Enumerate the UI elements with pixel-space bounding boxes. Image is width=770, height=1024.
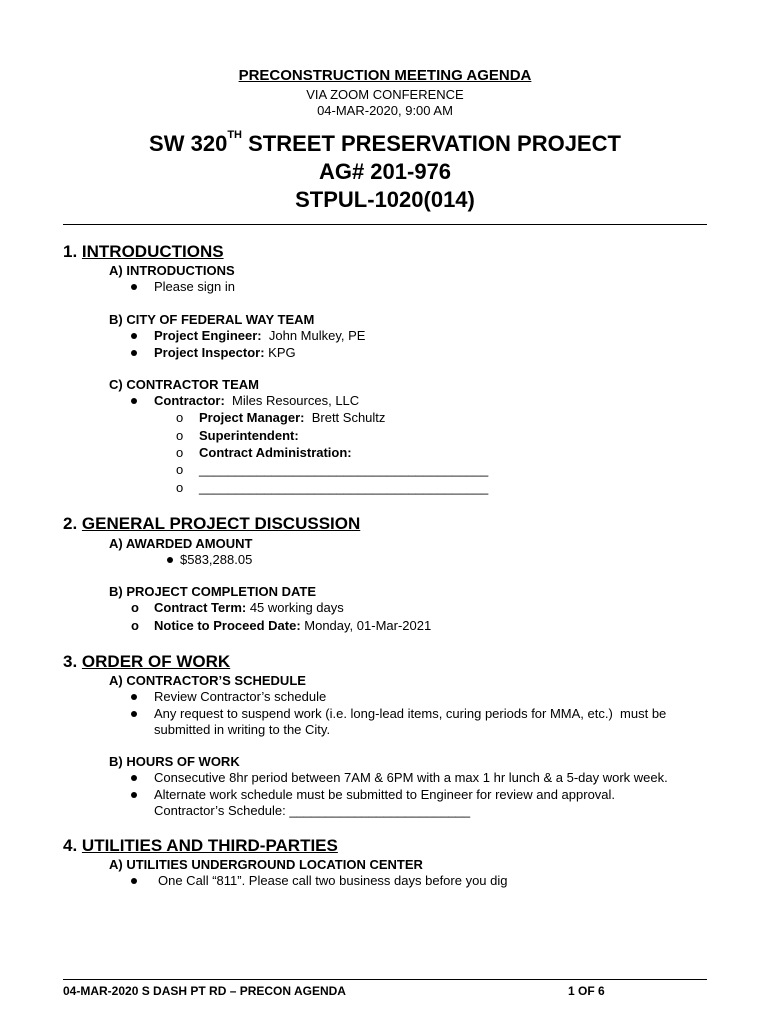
- list-item: Please sign in: [154, 279, 235, 294]
- bullet-icon: [131, 284, 137, 290]
- meeting-venue: VIA ZOOM CONFERENCE: [306, 87, 464, 102]
- list-item: [154, 600, 344, 615]
- field-label: Contract Administration:: [199, 445, 352, 460]
- sub-bullet-marker: o: [131, 618, 139, 633]
- project-agreement-number: AG# 201-976: [318, 159, 452, 184]
- bullet-icon: [131, 350, 137, 356]
- list-item: [154, 328, 365, 343]
- list-item: Any request to suspend work (i.e. long-lead items, curing periods for MMA, etc.) must be: [154, 706, 667, 721]
- field-label: Project Engineer:: [154, 328, 262, 343]
- sub-bullet-marker: o: [176, 462, 184, 477]
- section-1b-title: B) CITY OF FEDERAL WAY TEAM: [109, 312, 315, 327]
- field-label: Project Inspector:: [154, 345, 265, 360]
- field-label: Notice to Proceed Date:: [154, 618, 301, 633]
- footer-document-label: 04-MAR-2020 S DASH PT RD – PRECON AGENDA: [63, 984, 346, 998]
- list-item: Review Contractor’s schedule: [154, 689, 327, 704]
- contractor-schedule-line: Contractor’s Schedule: _________________________: [154, 803, 471, 818]
- blank-line: ________________________________________: [199, 480, 489, 495]
- footer-page-number: 1 OF 6: [568, 984, 605, 998]
- field-value: Miles Resources, LLC: [224, 393, 360, 408]
- list-item: [199, 410, 385, 425]
- bullet-icon: [167, 557, 173, 563]
- bullet-icon: [131, 333, 137, 339]
- list-item: Alternate work schedule must be submitted to Engineer for review and approval.: [154, 787, 616, 802]
- field-value: John Mulkey, PE: [261, 328, 366, 343]
- field-value: 45 working days: [246, 600, 344, 615]
- field-value: Brett Schultz: [304, 410, 386, 425]
- list-item: [154, 618, 431, 633]
- section-2b-title: B) PROJECT COMPLETION DATE: [109, 584, 317, 599]
- sub-bullet-marker: o: [131, 600, 139, 615]
- section-3-number: 3.: [63, 652, 78, 671]
- section-3-title: ORDER OF WORK: [81, 652, 231, 671]
- section-2a-title: A) AWARDED AMOUNT: [109, 536, 253, 551]
- section-4-number: 4.: [63, 836, 78, 855]
- awarded-amount: $583,288.05: [180, 552, 253, 567]
- section-4-heading: [63, 836, 338, 856]
- field-label: Contract Term:: [154, 600, 247, 615]
- blank-line: ________________________________________: [199, 462, 489, 477]
- section-1c-title: C) CONTRACTOR TEAM: [109, 377, 259, 392]
- meeting-datetime: 04-MAR-2020, 9:00 AM: [317, 103, 453, 118]
- project-title-sup: TH: [227, 129, 242, 141]
- project-title-a: SW 320: [149, 131, 228, 156]
- sub-bullet-marker: o: [176, 428, 184, 443]
- bullet-icon: [131, 775, 137, 781]
- list-item: One Call “811”. Please call two business days before you dig: [158, 873, 508, 888]
- list-item: [154, 393, 359, 408]
- footer-divider: [63, 979, 707, 980]
- project-title: [0, 131, 770, 157]
- section-2-title: GENERAL PROJECT DISCUSSION: [81, 514, 361, 533]
- sub-bullet-marker: o: [176, 410, 184, 425]
- list-item: Consecutive 8hr period between 7AM & 6PM with a max 1 hr lunch & a 5-day work week.: [154, 770, 668, 785]
- bullet-icon: [131, 878, 137, 884]
- field-value: Monday, 01-Mar-2021: [300, 618, 432, 633]
- section-1-title: INTRODUCTIONS: [81, 242, 224, 261]
- field-value: KPG: [264, 345, 296, 360]
- list-item-continuation: submitted in writing to the City.: [154, 722, 331, 737]
- section-3b-title: B) HOURS OF WORK: [109, 754, 240, 769]
- project-title-b: STREET PRESERVATION PROJECT: [241, 131, 621, 156]
- section-2-number: 2.: [63, 514, 78, 533]
- bullet-icon: [131, 792, 137, 798]
- sub-bullet-marker: o: [176, 445, 184, 460]
- agenda-title: PRECONSTRUCTION MEETING AGENDA: [238, 67, 532, 84]
- field-label: Superintendent:: [199, 428, 299, 443]
- section-4-title: UTILITIES AND THIRD-PARTIES: [81, 836, 338, 855]
- list-item: [154, 345, 296, 360]
- bullet-icon: [131, 398, 137, 404]
- bullet-icon: [131, 711, 137, 717]
- section-3a-title: A) CONTRACTOR’S SCHEDULE: [109, 673, 306, 688]
- section-1-heading: [63, 242, 224, 262]
- project-federal-number: STPUL-1020(014): [295, 187, 475, 212]
- section-1-number: 1.: [63, 242, 78, 261]
- bullet-icon: [131, 694, 137, 700]
- field-label: Project Manager:: [199, 410, 305, 425]
- section-3-heading: [63, 652, 230, 672]
- sub-bullet-marker: o: [176, 480, 184, 495]
- section-4a-title: A) UTILITIES UNDERGROUND LOCATION CENTER: [109, 857, 423, 872]
- section-2-heading: [63, 514, 360, 534]
- header-divider: [63, 224, 707, 225]
- section-1a-title: A) INTRODUCTIONS: [109, 263, 235, 278]
- field-label: Contractor:: [154, 393, 225, 408]
